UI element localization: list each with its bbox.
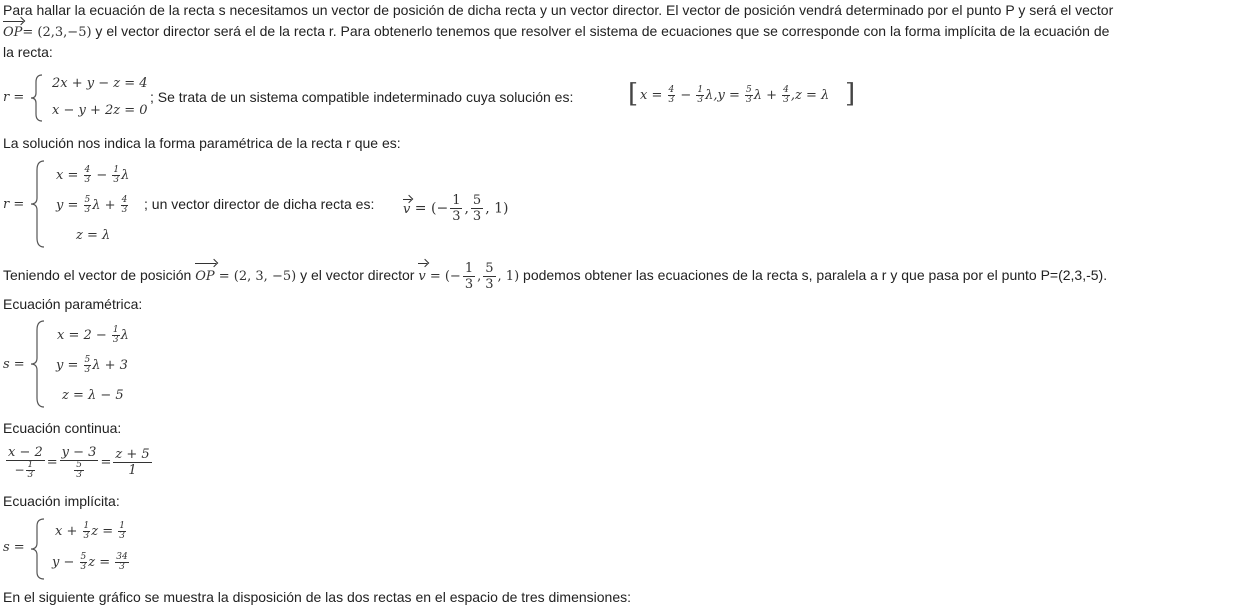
sys3-x: x = 2 − $\frac{1}{3}$ λ (57, 325, 129, 345)
graph-intro: En el siguiente gráfico se muestra la disposición de las dos rectas en el espacio de tres dimensiones: (3, 589, 632, 605)
sys2-lhs: r = (3, 197, 25, 212)
sys1-solution: x = $\frac{4}{3}$ − $\frac{1}{3}$ λ,y = $\frac{5}{3}$ λ + $\frac{4}{3}$ ,z = λ (640, 85, 830, 105)
intro-line-3: la recta: (3, 44, 53, 60)
heading-implicit: Ecuación implícita: (3, 493, 120, 509)
v-vector-label-2: v (418, 266, 425, 288)
intro-line-1: Para hallar la ecuación de la recta s necesitamos un vector de posición de dicha recta y un vector director. El vector de posición vendrá determinado por el punto P y será el vector (3, 2, 1114, 18)
sys3-z: z = λ − 5 (62, 388, 124, 403)
heading-parametric: Ecuación paramétrica: (3, 296, 143, 312)
sys1-text: ; Se trata de un sistema compatible indeterminado cuya solución es: (150, 89, 574, 105)
intro-line-2 (3, 23, 1109, 41)
sys4-eq2: y − $\frac{5}{3}$ z = $\frac{34}{3}$ (52, 552, 128, 572)
sys1-eq1: 2x + y − z = 4 (52, 76, 148, 91)
sys4-lhs: s = (3, 540, 25, 555)
sys2-z: z = λ (76, 228, 111, 243)
intro-line-2-text: y el vector director será el de la recta r. Para obtenerlo tenemos que resolver el sistema de ecuaciones que se corresponde con la forma implícita de la ecuación de (91, 23, 1110, 39)
sys1-sol-left-bracket: [ (628, 79, 639, 109)
sys4-eq1: x + $\frac{1}{3}$ z = $\frac{1}{3}$ (55, 521, 125, 541)
sys1-brace (30, 74, 44, 122)
sys3-brace (30, 320, 46, 408)
param-intro: La solución nos indica la forma paramétrica de la recta r que es: (3, 135, 401, 151)
sys3-y: y = $\frac{5}{3}$ λ + 3 (56, 355, 128, 375)
sys1-sol-right-bracket: ] (845, 79, 856, 109)
op-vector-value: = (2,3,−5) (22, 25, 92, 40)
op-vector-label: OP (3, 25, 23, 40)
op-vector-label-2: OP (195, 266, 214, 288)
sys2-x: x = $\frac{4}{3}$ − $\frac{1}{3}$ λ (56, 165, 130, 185)
sys2-brace (30, 160, 46, 248)
sys2-director-vector: v = (− $\frac{1}{3}$ , $\frac{5}{3}$ , 1) (403, 193, 509, 224)
vectors-paragraph: Teniendo el vector de posición OP = (2, 3, −5) y el vector director v = (− $\frac{1}{3}$ , $\frac{5}{3}$ , 1) podemos obtener las ecuaciones de la recta s, paralela a r y que pasa por el punto P=(2,3,-5). (3, 261, 1108, 292)
heading-continuous: Ecuación continua: (3, 420, 122, 436)
sys1-eq2: x − y + 2z = 0 (52, 103, 148, 118)
continuous-equation: x − 2 − $\frac{1}{3}$ = $\frac{y - 3}{\frac{5}{3}}$ = $\frac{z + 5}{1}$ (8, 445, 150, 480)
sys2-text: ; un vector director de dicha recta es: (144, 196, 375, 212)
sys1-lhs: r = (3, 90, 25, 105)
sys2-y: y = $\frac{5}{3}$ λ + $\frac{4}{3}$ (56, 195, 128, 215)
sys3-lhs: s = (3, 357, 25, 372)
sys4-brace (30, 518, 46, 580)
